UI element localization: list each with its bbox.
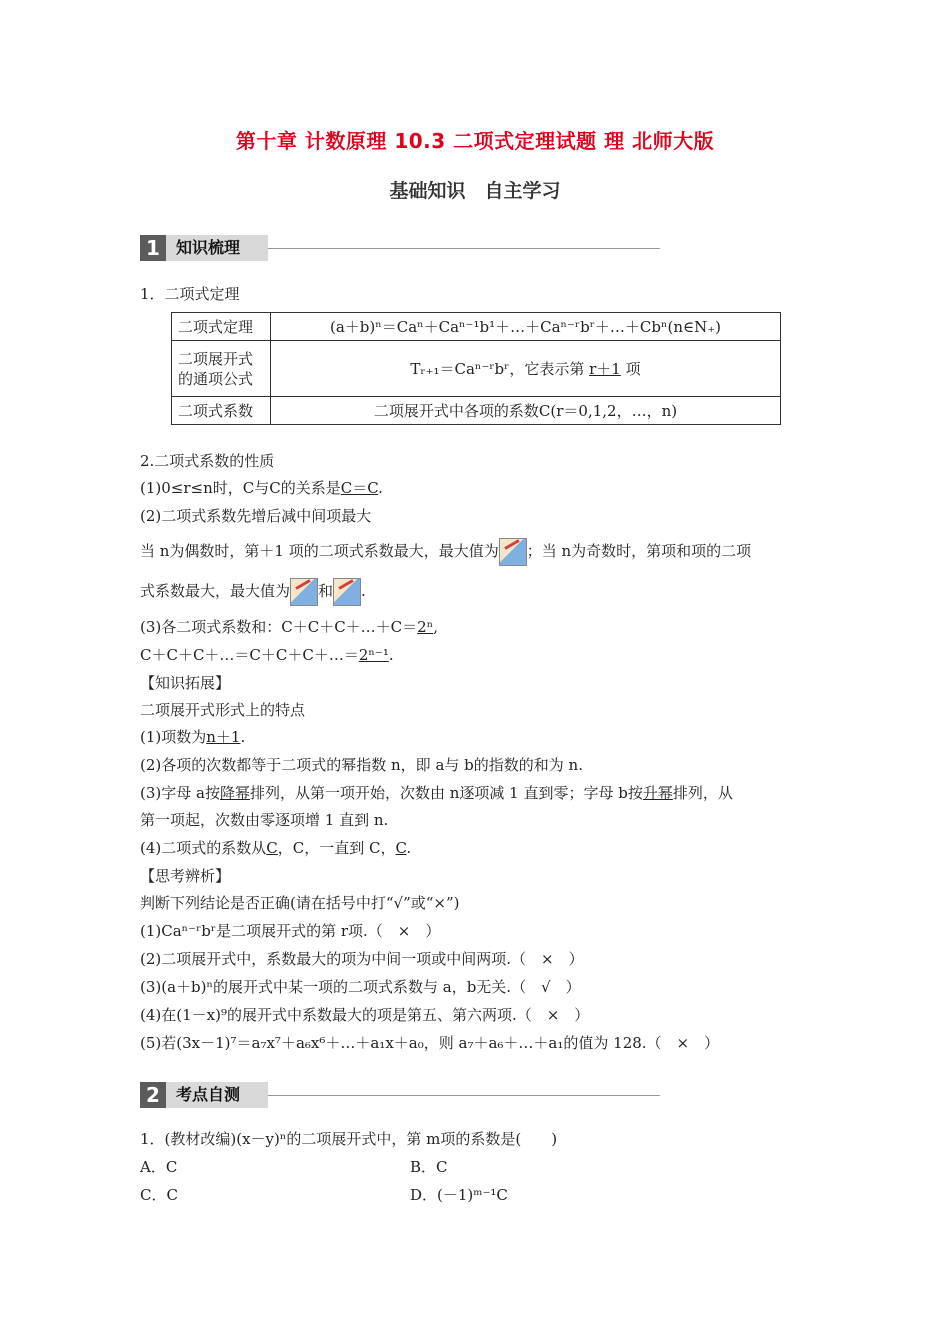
section-number: 2 <box>140 1082 166 1108</box>
table-cell-label: 二项式系数 <box>172 397 271 425</box>
text: 和 <box>318 582 334 600</box>
text: . <box>406 839 412 857</box>
theorem-table <box>171 312 781 425</box>
text: C＋C＋C＋…＝C＋C＋C＋…＝ <box>140 646 359 664</box>
judgement-item: (1)Caⁿ⁻ʳbʳ是二项展开式的第 r项.（ × ） <box>140 922 441 940</box>
text: ；当 n为奇数时，第项和项的二项 <box>526 542 752 560</box>
question-1: 1．(教材改编)(x－y)ⁿ的二项展开式中，第 m项的系数是( ) <box>140 1130 558 1148</box>
answer-blank: 降幂 <box>219 784 250 802</box>
table-cell-label: 二项式定理 <box>172 313 271 341</box>
extension-2: (2)各项的次数都等于二项式的幂指数 n，即 a与 b的指数的和为 n. <box>140 756 583 774</box>
judgement-item: (5)若(3x－1)⁷＝a₇x⁷＋a₆x⁶＋…＋a₁x＋a₀，则 a₇＋a₆＋…＋a₁的值为 128.（ × ） <box>140 1034 720 1052</box>
extension-subheading: 二项展开式形式上的特点 <box>140 701 306 719</box>
item-coefficient-properties: 2.二项式系数的性质 <box>140 452 275 470</box>
general-term-answer: r＋1 <box>589 359 621 378</box>
text: (3)字母 a按 <box>140 784 220 802</box>
table-cell-content: (a＋b)ⁿ＝Caⁿ＋Caⁿ⁻¹b¹＋…＋Caⁿ⁻ʳbʳ＋…＋Cbⁿ(n∈N₊) <box>271 313 781 341</box>
section-rule <box>268 1095 660 1096</box>
text: . <box>388 646 394 664</box>
section-number: 1 <box>140 235 166 261</box>
think-heading: 【思考辨析】 <box>140 867 231 885</box>
text: . <box>240 728 246 746</box>
extension-3 <box>140 783 733 803</box>
extension-1 <box>140 727 245 747</box>
text: . <box>361 582 366 600</box>
property-1 <box>140 478 383 498</box>
property-3-continued <box>140 645 394 665</box>
think-intro: 判断下列结论是否正确(请在括号中打“√”或“×”) <box>140 894 460 912</box>
text: ，C，一直到 C， <box>277 839 396 857</box>
judgement-item: (4)在(1－x)⁹的展开式中系数最大的项是第五、第六两项.（ × ） <box>140 1006 590 1024</box>
table-cell-label: 二项展开式的通项公式 <box>172 341 271 397</box>
answer-blank: C <box>395 839 407 857</box>
property-2-detail-b <box>140 578 366 606</box>
general-term-suffix: 项 <box>620 359 641 378</box>
section-label: 考点自测 <box>166 1082 268 1108</box>
answer-blank: 2ⁿ⁻¹ <box>358 646 389 664</box>
text: 排列，从 <box>672 784 733 802</box>
section-rule <box>268 248 660 249</box>
option-c: C．C <box>140 1186 178 1204</box>
extension-4 <box>140 838 411 858</box>
property-2: (2)二项式系数先增后减中间项最大 <box>140 507 372 525</box>
broken-image-icon <box>499 538 527 566</box>
text: 当 n为偶数时，第＋1 项的二项式系数最大，最大值为 <box>140 542 499 560</box>
table-cell-content <box>271 341 781 397</box>
answer-blank: n＋1 <box>206 728 241 746</box>
text: (1)0≤r≤n时，C与C的关系是 <box>140 479 341 497</box>
item-binomial-theorem: 1．二项式定理 <box>140 285 240 303</box>
option-d: D．(－1)ᵐ⁻¹C <box>410 1186 508 1204</box>
general-term-text: Tᵣ₊₁＝Caⁿ⁻ʳbʳ，它表示第 <box>410 359 590 378</box>
answer-blank: 2ⁿ <box>417 618 434 636</box>
answer-blank: 升幂 <box>642 784 673 802</box>
text: (1)项数为 <box>140 728 207 746</box>
text: (4)二项式的系数从 <box>140 839 267 857</box>
table-row <box>172 341 781 397</box>
text: . <box>378 479 383 497</box>
table-row <box>172 313 781 341</box>
extension-3-continued: 第一项起，次数由零逐项增 1 直到 n. <box>140 811 389 829</box>
property-2-detail-a <box>140 538 751 566</box>
page-title: 第十章 计数原理 10.3 二项式定理试题 理 北师大版 <box>235 129 715 153</box>
extension-heading: 【知识拓展】 <box>140 674 231 692</box>
text: 排列，从第一项开始，次数由 n逐项减 1 直到零；字母 b按 <box>249 784 643 802</box>
judgement-item: (3)(a＋b)ⁿ的展开式中某一项的二项式系数与 a，b无关.（ √ ） <box>140 978 581 996</box>
text: 式系数最大，最大值为 <box>140 582 291 600</box>
table-row <box>172 397 781 425</box>
text: (3)各二项式系数和：C＋C＋C＋…＋C＝ <box>140 618 418 636</box>
text: , <box>433 618 438 636</box>
broken-image-icon <box>290 578 318 606</box>
answer-blank: C＝C <box>340 479 379 497</box>
page-subtitle: 基础知识 自主学习 <box>389 180 561 202</box>
property-3 <box>140 617 438 637</box>
section-label: 知识梳理 <box>166 235 268 261</box>
judgement-item: (2)二项展开式中，系数最大的项为中间一项或中间两项.（ × ） <box>140 950 584 968</box>
answer-blank: C <box>266 839 278 857</box>
option-a: A．C <box>140 1158 178 1176</box>
table-cell-content: 二项展开式中各项的系数C(r＝0,1,2，…，n) <box>271 397 781 425</box>
option-b: B．C <box>410 1158 448 1176</box>
broken-image-icon <box>333 578 361 606</box>
